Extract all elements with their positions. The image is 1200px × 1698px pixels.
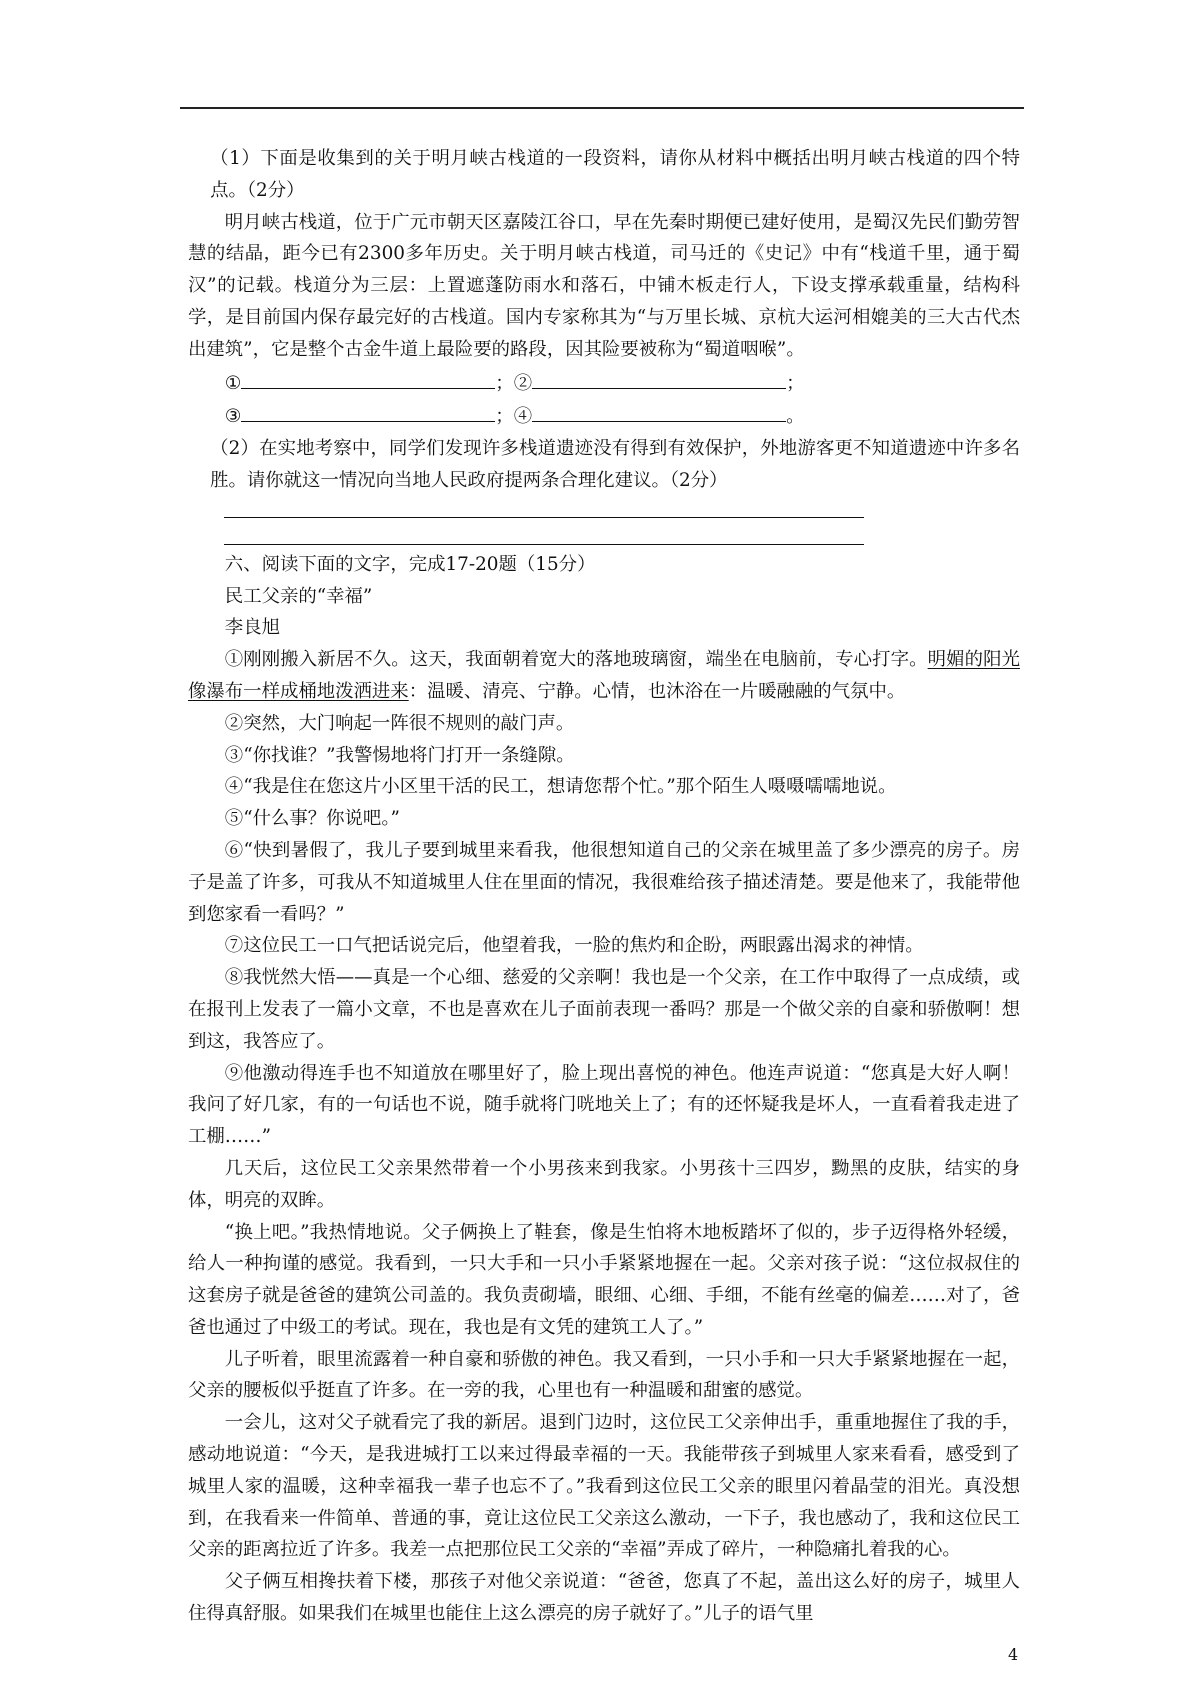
answer-blank-3[interactable]: [241, 399, 495, 422]
paragraph-1-start: ①刚刚搬入新居不久。这天，我面朝着宽大的落地玻璃窗，端坐在电脑前，专心打字。: [224, 649, 928, 671]
blank-separator: ；: [495, 372, 514, 394]
question-1-material: 明月峡古栈道，位于广元市朝天区嘉陵江谷口，早在先秦时期便已建好使用，是蜀汉先民们勤劳智慧的结晶，距今已有2300多年历史。关于明月峡古栈道，司马迁的《史记》中有“栈道千里，通于蜀汉”的记载。栈道分为三层：上置遮蓬防雨水和落石，中铺木板走行人，下设支撑承载重量，结构科学，是目前国内保存最完好的古栈道。国内专家称其为“与万里长城、京杭大运河相媲美的三大古代杰出建筑”，它是整个古金牛道上最险要的路段，因其险要被称为“蜀道咽喉”。: [188, 211, 1020, 360]
article-paragraph: ⑦这位民工一口气把话说完后，他望着我，一脸的焦灼和企盼，两眼露出渴求的神情。: [224, 935, 924, 957]
blank-separator: ；: [495, 406, 514, 428]
blank-label-1: ①: [224, 372, 242, 394]
answer-blank-4[interactable]: [532, 399, 786, 422]
blank-end: 。: [786, 406, 805, 428]
article-paragraph: ⑨他激动得连手也不知道放在哪里好了，脸上现出喜悦的神色。他连声说道：“您真是大好人啊！我问了好几家，有的一句话也不说，随手就将门咣地关上了；有的还怀疑我是坏人，一直看着我走进了工棚……”: [188, 1062, 1020, 1148]
question-1-prompt: （1）下面是收集到的关于明月峡古栈道的一段资料，请你从材料中概括出明月峡古栈道的四个特点。（2分）: [210, 148, 1020, 201]
answer-line-1[interactable]: [224, 497, 864, 518]
blank-label-4: ④: [513, 406, 533, 428]
answer-blanks-row-2: [188, 399, 1020, 433]
paragraph-1-end: ：温暖、清亮、宁静。心情，也沐浴在一片暖融融的气氛中。: [408, 680, 906, 702]
blank-label-3: ③: [224, 406, 242, 428]
article-author: 李良旭: [224, 617, 280, 639]
article-paragraph: 几天后，这位民工父亲果然带着一个小男孩来到我家。小男孩十三四岁，黝黑的皮肤，结实的身体，明亮的双眸。: [188, 1157, 1020, 1211]
article-paragraph: ②突然，大门响起一阵很不规则的敲门声。: [224, 712, 575, 734]
article-title: 民工父亲的“幸福”: [224, 585, 373, 607]
article-paragraph: ④“我是住在您这片小区里干活的民工，想请您帮个忙。”那个陌生人嗫嗫嚅嚅地说。: [224, 776, 897, 798]
answer-blanks-row-1: [188, 366, 1020, 400]
article-paragraph: 父子俩互相搀扶着下楼，那孩子对他父亲说道：“爸爸，您真了不起，盖出这么好的房子，城里人住得真舒服。如果我们在城里也能住上这么漂亮的房子就好了。”儿子的语气里: [188, 1571, 1020, 1625]
article-paragraph: ③“你找谁？”我警惕地将门打开一条缝隙。: [224, 744, 575, 766]
article-paragraph: 儿子听着，眼里流露着一种自豪和骄傲的神色。我又看到，一只小手和一只大手紧紧地握在一起，父亲的腰板似乎挺直了许多。在一旁的我，心里也有一种温暖和甜蜜的感觉。: [188, 1348, 1020, 1402]
answer-line-2[interactable]: [224, 518, 864, 545]
article-paragraph: 一会儿，这对父子就看完了我的新居。退到门边时，这位民工父亲伸出手，重重地握住了我的手，感动地说道：“今天，是我进城打工以来过得最幸福的一天。我能带孩子到城里人家来看看，感受到了城里人家的温暖，这种幸福我一辈子也忘不了。”我看到这位民工父亲的眼里闪着晶莹的泪光。真没想到，在我看来一件简单、普通的事，竟让这位民工父亲这么激动，一下子，我也感动了，我和这位民工父亲的距离拉近了许多。我差一点把那位民工父亲的“幸福”弄成了碎片，一种隐痛扎着我的心。: [188, 1412, 1020, 1561]
header-rule: [180, 107, 1024, 109]
article-paragraph-1: [188, 644, 1020, 708]
article-paragraph: ⑧我恍然大悟——真是一个心细、慈爱的父亲啊！我也是一个父亲，在工作中取得了一点成绩，或在报刊上发表了一篇小文章，不也是喜欢在儿子面前表现一番吗？那是一个做父亲的自豪和骄傲啊！想到这，我答应了。: [188, 967, 1020, 1052]
blank-separator: ；: [786, 372, 805, 394]
blank-label-2: ②: [513, 372, 533, 394]
underlined-sentence: 明媚的阳光像瀑布一样成桶地泼洒进来: [188, 649, 1020, 702]
page-number: 4: [1008, 1645, 1019, 1664]
section-6-heading: 六、阅读下面的文字，完成17-20题（15分）: [224, 553, 596, 575]
question-2-prompt: （2）在实地考察中，同学们发现许多栈道遗迹没有得到有效保护，外地游客更不知道遗迹中许多名胜。请你就这一情况向当地人民政府提两条合理化建议。（2分）: [210, 438, 1020, 491]
article-paragraph: ⑥“快到暑假了，我儿子要到城里来看我，他很想知道自己的父亲在城里盖了多少漂亮的房子。房子是盖了许多，可我从不知道城里人住在里面的情况，我很难给孩子描述清楚。要是他来了，我能带他到您家看一看吗？”: [188, 839, 1020, 925]
article-paragraph: ⑤“什么事？你说吧。”: [224, 808, 400, 830]
page-content: [188, 143, 1020, 1630]
article-paragraph: “换上吧。”我热情地说。父子俩换上了鞋套，像是生怕将木地板踏坏了似的，步子迈得格外轻缓，给人一种拘谨的感觉。我看到，一只大手和一只小手紧紧地握在一起。父亲对孩子说：“这位叔叔住的这套房子就是爸爸的建筑公司盖的。我负责砌墙，眼细、心细、手细，不能有丝毫的偏差……对了，爸爸也通过了中级工的考试。现在，我也是有文凭的建筑工人了。”: [188, 1221, 1020, 1338]
answer-blank-2[interactable]: [532, 366, 786, 389]
answer-blank-1[interactable]: [241, 366, 495, 389]
